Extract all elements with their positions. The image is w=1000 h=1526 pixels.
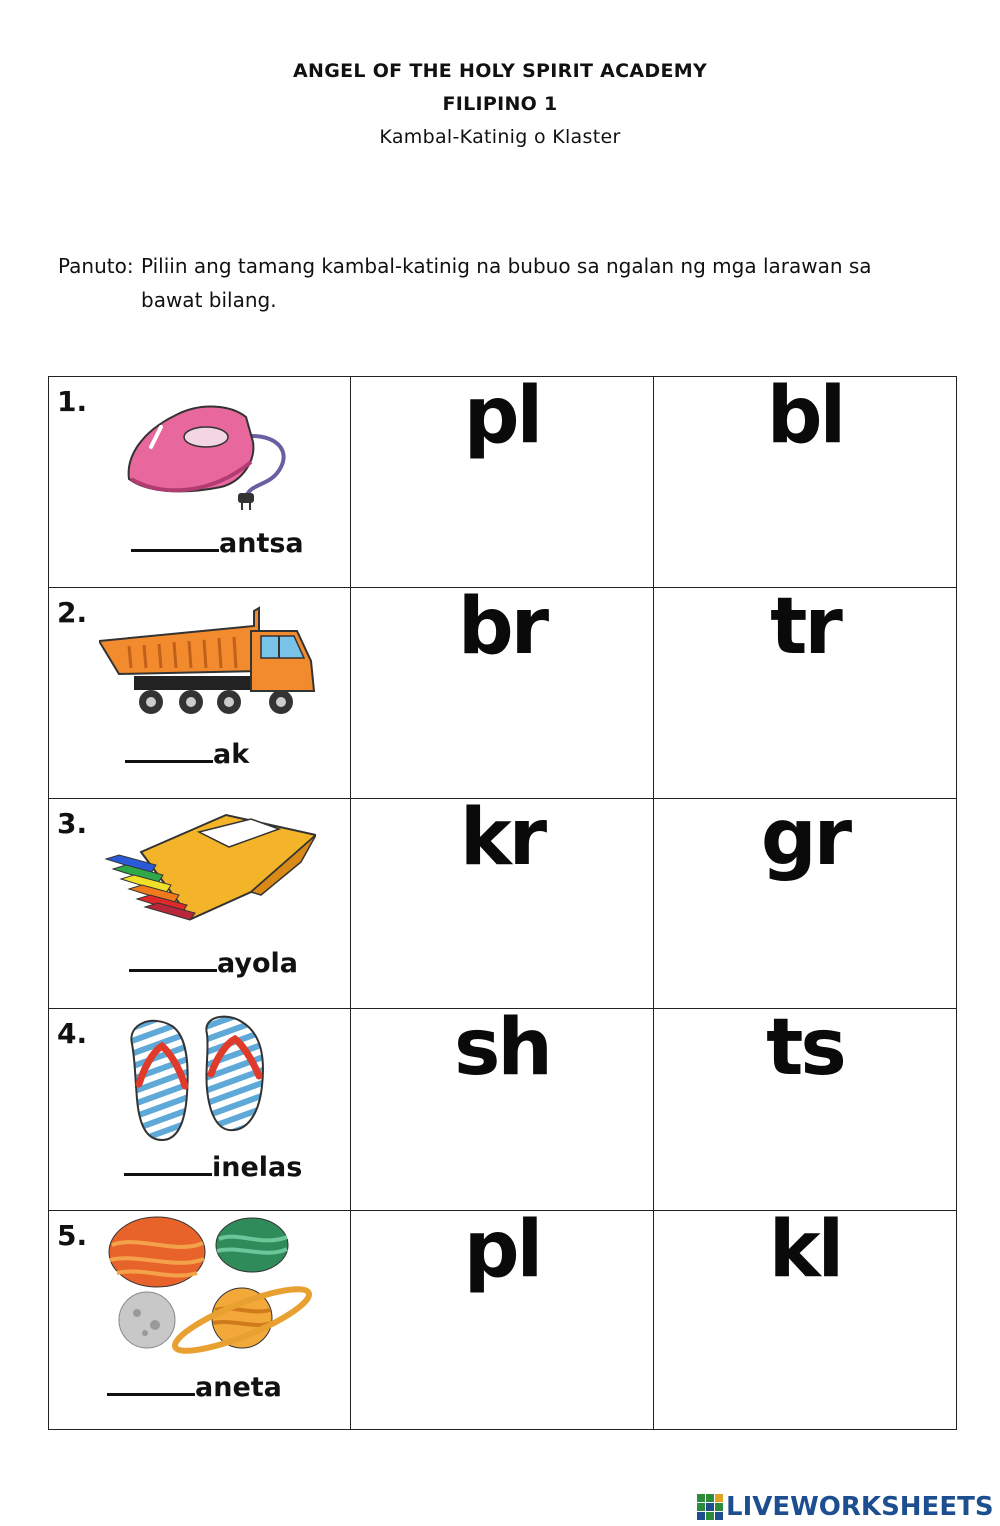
choice-cell: [653, 582, 956, 799]
choice-button[interactable]: tr: [654, 588, 956, 676]
item-number: 1.: [57, 385, 88, 418]
crayons-icon: [101, 807, 316, 925]
liveworksheets-brand: LIVEWORKSHEETS: [726, 1492, 994, 1522]
answer-blank[interactable]: [131, 525, 219, 552]
choice-button[interactable]: pl: [351, 377, 653, 465]
slippers-icon: [127, 1014, 282, 1142]
choice-cell: [350, 371, 653, 588]
planets-icon: [107, 1215, 312, 1357]
liveworksheets-logo-icon: [697, 1494, 723, 1520]
item-number: 5.: [57, 1219, 88, 1252]
iron-icon: [121, 387, 296, 512]
item-number: 2.: [57, 596, 88, 629]
choice-cell: [653, 371, 956, 588]
picture-cell: [49, 799, 351, 1009]
choice-button[interactable]: kr: [351, 799, 653, 887]
instructions-text-line-1: Piliin ang tamang kambal-katinig na bubuo sa ngalan ng mga larawan sa: [141, 254, 872, 278]
picture-cell: [49, 1009, 351, 1211]
picture-cell: [49, 1211, 351, 1430]
word-with-blank: [129, 945, 298, 979]
word-with-blank: [131, 525, 304, 559]
word-suffix: antsa: [219, 528, 304, 559]
word-suffix: inelas: [212, 1152, 303, 1183]
choice-cell: [350, 1205, 653, 1430]
choice-cell: [653, 793, 956, 1009]
choice-cell: [350, 1003, 653, 1211]
answer-blank[interactable]: [107, 1369, 195, 1396]
choice-cell: [653, 1205, 956, 1430]
choice-button[interactable]: kl: [654, 1211, 956, 1295]
choice-button[interactable]: ts: [654, 1009, 956, 1091]
choice-cell: [350, 793, 653, 1009]
choice-cell: [350, 582, 653, 799]
school-name: ANGEL OF THE HOLY SPIRIT ACADEMY: [293, 60, 707, 82]
answer-blank[interactable]: [125, 736, 213, 763]
exercise-row-2: [49, 588, 957, 799]
topic-title: Kambal-Katinig o Klaster: [379, 126, 621, 148]
word-with-blank: [107, 1369, 282, 1403]
choice-button[interactable]: pl: [351, 1211, 653, 1319]
word-suffix: ayola: [217, 948, 299, 979]
choice-button[interactable]: br: [351, 588, 653, 676]
picture-cell: [49, 588, 351, 799]
word-suffix: ak: [213, 739, 250, 770]
instructions-text-line-2: bawat bilang.: [141, 288, 277, 312]
word-with-blank: [125, 736, 249, 770]
item-number: 4.: [57, 1017, 88, 1050]
word-with-blank: [124, 1149, 302, 1183]
choice-button[interactable]: sh: [351, 1009, 653, 1091]
answer-blank[interactable]: [129, 945, 217, 972]
exercise-row-3: [49, 799, 957, 1009]
choice-cell: [653, 1003, 956, 1211]
dump-truck-icon: [99, 596, 319, 721]
exercise-row-1: [49, 377, 957, 588]
subject-title: FILIPINO 1: [442, 93, 558, 115]
word-suffix: aneta: [195, 1372, 282, 1403]
picture-cell: [49, 377, 351, 588]
exercise-row-4: [49, 1009, 957, 1211]
answer-blank[interactable]: [124, 1149, 212, 1176]
exercise-table: [48, 371, 957, 1430]
exercise-row-5: [49, 1211, 957, 1430]
liveworksheets-logo: [697, 1491, 994, 1523]
choice-button[interactable]: bl: [654, 377, 956, 465]
item-number: 3.: [57, 807, 88, 840]
instructions-label: Panuto:: [58, 254, 134, 278]
choice-button[interactable]: gr: [654, 799, 956, 887]
